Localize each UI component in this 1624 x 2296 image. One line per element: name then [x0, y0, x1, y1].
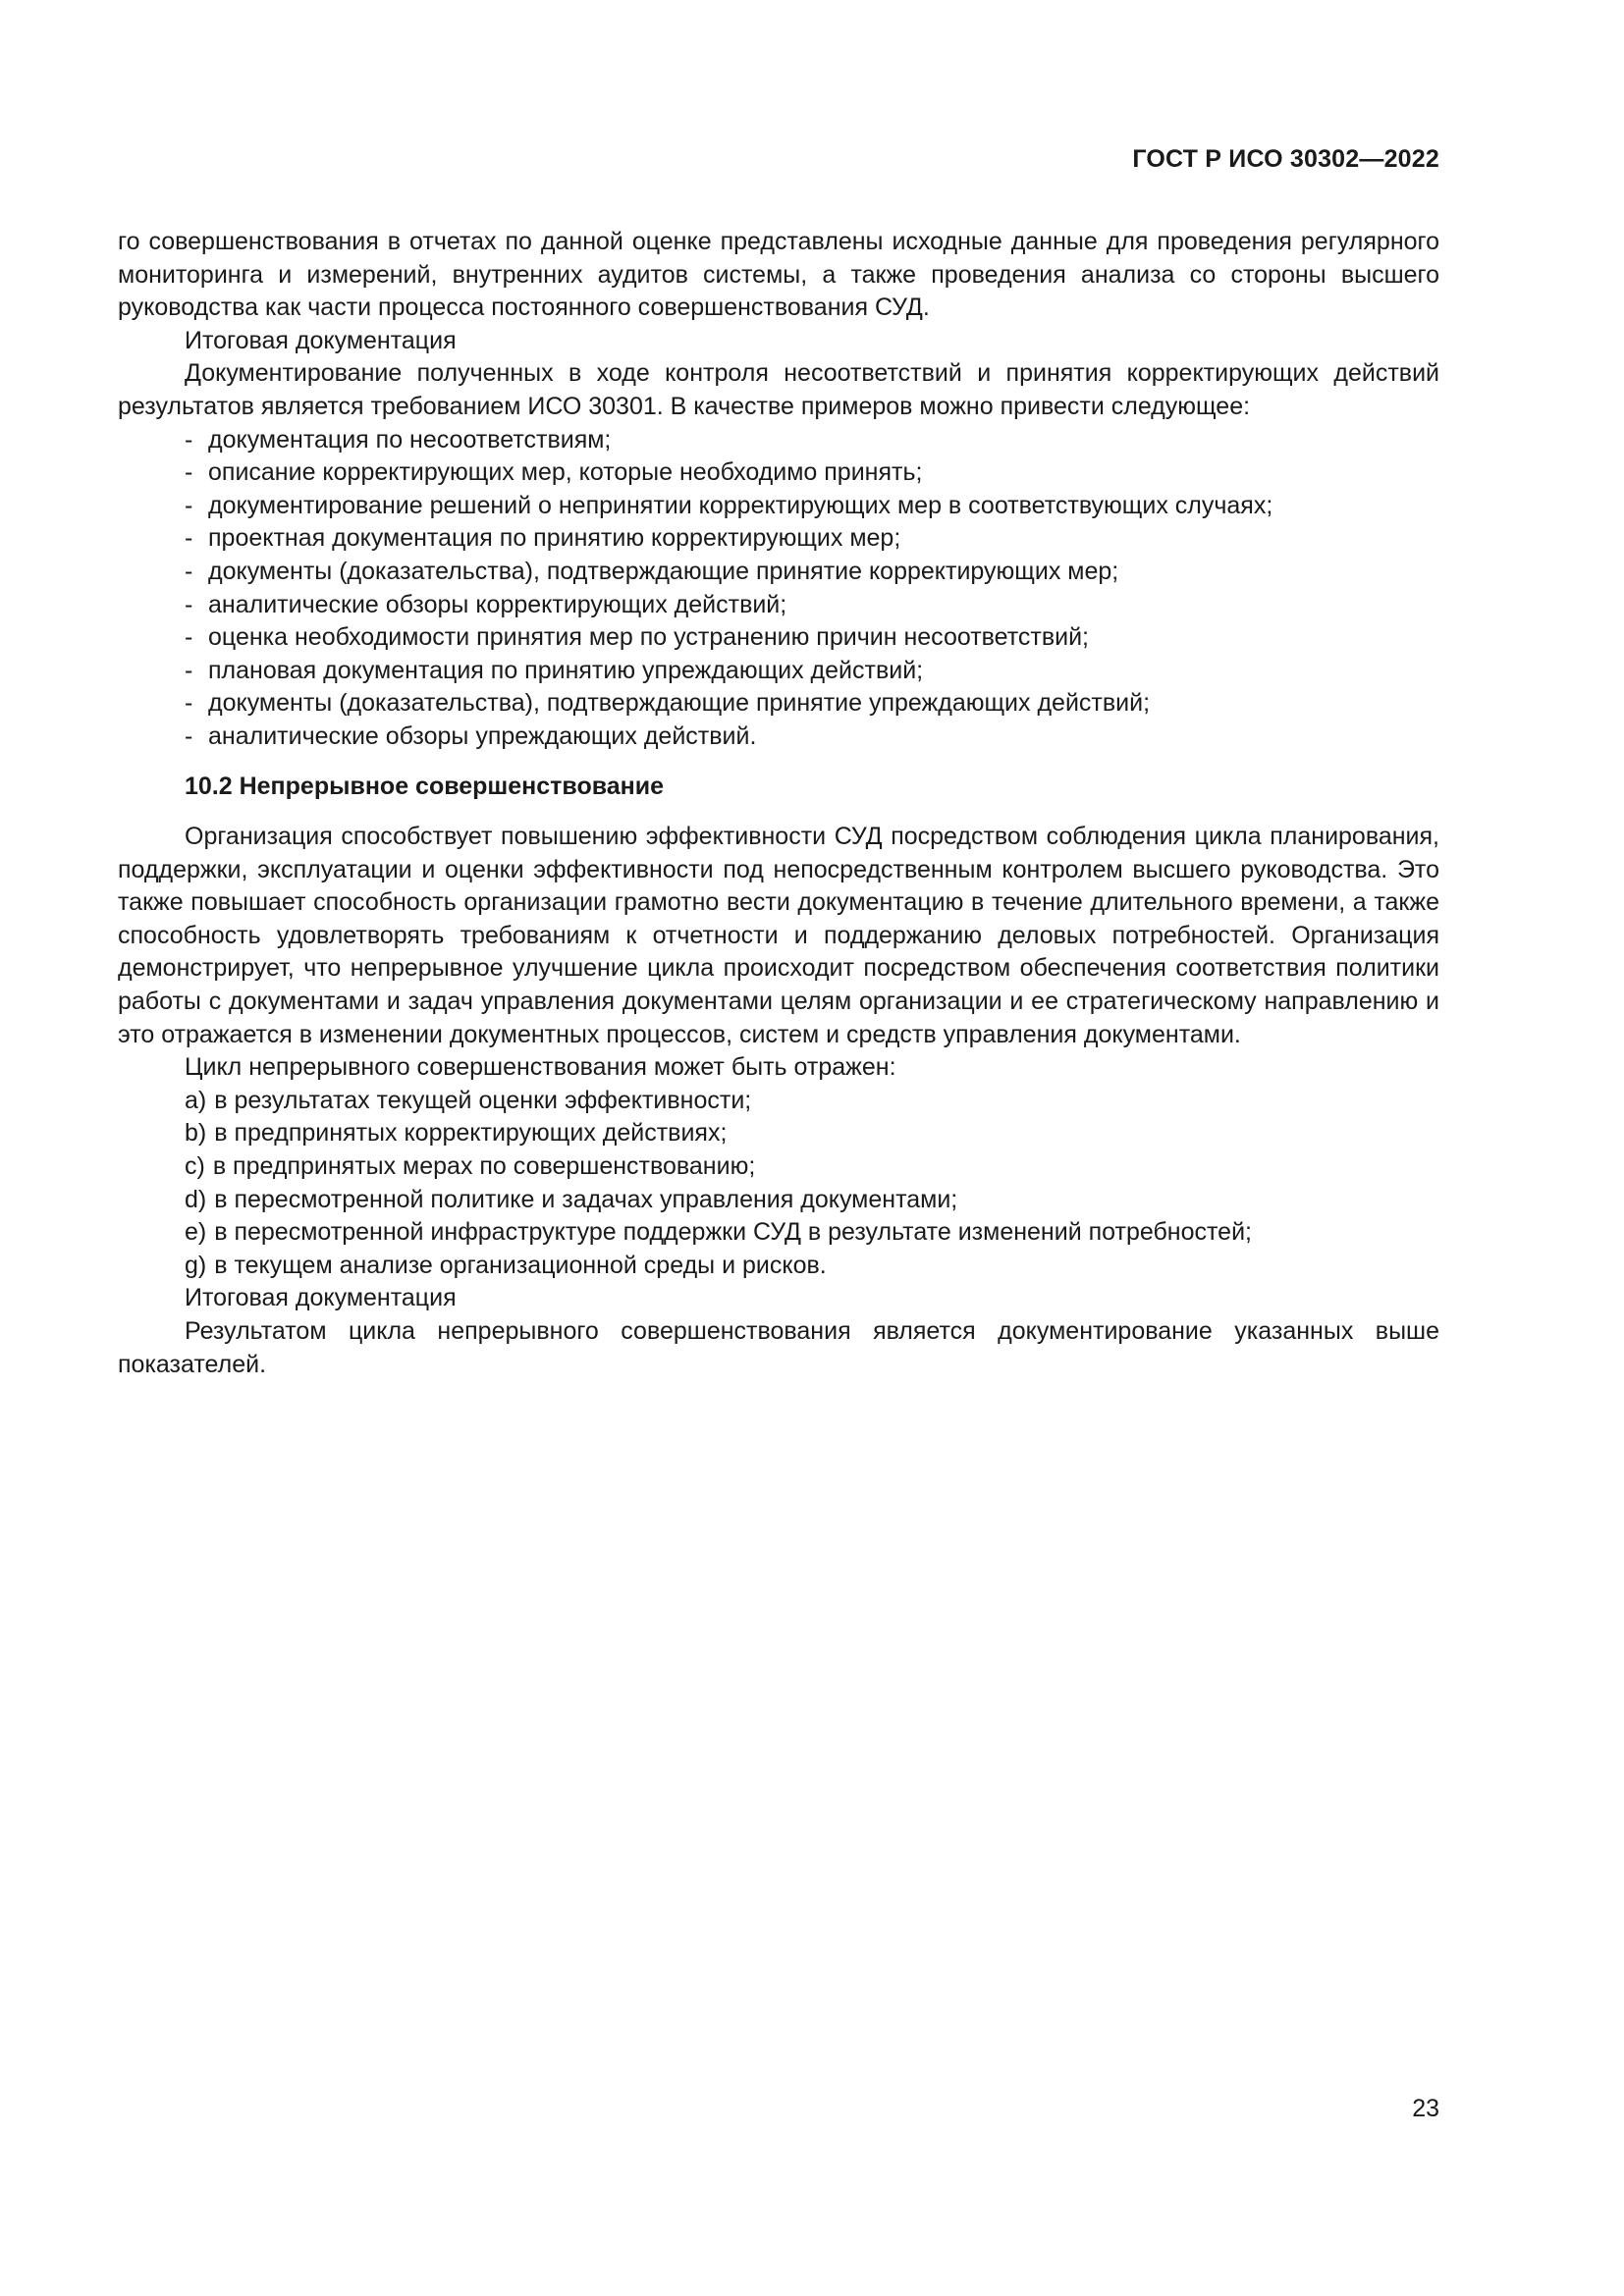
list-item [185, 721, 1439, 754]
list-item-text: в предпринятых корректирующих действиях; [214, 1119, 728, 1148]
list-item-text: документы (доказательства), подтверждающие принятие корректирующих мер; [208, 557, 1119, 585]
list-item-marker: g) [185, 1251, 207, 1279]
list-item [185, 1150, 1439, 1184]
list-item-marker: e) [185, 1218, 207, 1247]
dash-marker: - [185, 425, 193, 454]
list-item [185, 424, 1439, 457]
list-item-text: проектная документация по принятию корректирующих мер; [208, 524, 901, 553]
section-heading: 10.2 Непрерывное совершенствование [185, 772, 665, 800]
list-item-marker: b) [185, 1119, 207, 1148]
list-item-text: аналитические обзоры корректирующих действий; [208, 590, 787, 618]
list-item [185, 589, 1439, 622]
dash-marker: - [185, 524, 193, 553]
dash-marker: - [185, 656, 193, 684]
alpha-list [118, 1085, 1439, 1283]
paragraph-organization: Организация способствует повышению эффективности СУД посредством соблюдения цикла планирования, поддержки, эксплуатации и оценки эффективности под непосредственным контролем высшего руководства. Это также повышает способность организации грамотно вести документацию в течение длительного времени, а также способность удовлетворять требованиям к отчетности и поддержанию деловых потребностей. Организация демонстрирует, что непрерывное улучшение цикла происходит посредством обеспечения соответствия политики работы с документами и задач управления документами целям организации и ее стратегическому направлению и это отражается в изменении документных процессов, систем и средств управления документами. [118, 823, 1439, 1048]
dash-marker: - [185, 689, 193, 718]
list-item [185, 522, 1439, 556]
list-item-text: в текущем анализе организационной среды и рисков. [214, 1251, 827, 1279]
list-item [185, 687, 1439, 721]
dash-marker: - [185, 623, 193, 652]
list-item-text: документы (доказательства), подтверждающие принятие упреждающих действий; [208, 689, 1151, 718]
dash-marker: - [185, 458, 193, 487]
final-documentation-label-1: Итоговая документация [185, 326, 457, 354]
document-header-id: ГОСТ Р ИСО 30302—2022 [1132, 145, 1439, 173]
list-item-text: плановая документация по принятию упреждающих действий; [208, 656, 924, 684]
list-item-text: документирование решений о непринятии корректирующих мер в соответствующих случаях; [208, 491, 1273, 519]
paragraph-documenting: Документирование полученных в ходе контроля несоответствий и принятия корректирующих действий результатов является требованием ИСО 30301. В качестве примеров можно привести следующее: [118, 359, 1439, 420]
list-item [185, 621, 1439, 655]
list-item-marker: d) [185, 1185, 207, 1213]
dash-list [118, 424, 1439, 754]
list-item [185, 556, 1439, 589]
page-number: 23 [1412, 2095, 1439, 2122]
dash-marker: - [185, 590, 193, 618]
paragraph-result: Результатом цикла непрерывного совершенствования является документирование указанных выше показателей. [118, 1317, 1439, 1378]
final-documentation-label-2: Итоговая документация [185, 1284, 457, 1312]
list-item [185, 490, 1439, 523]
list-item [185, 1085, 1439, 1118]
list-item-text: в результатах текущей оценки эффективности; [214, 1086, 752, 1114]
list-item [185, 1117, 1439, 1150]
list-item [185, 1184, 1439, 1217]
paragraph-cycle-intro: Цикл непрерывного совершенствования может быть отражен: [185, 1053, 896, 1082]
list-item-text: оценка необходимости принятия мер по устранению причин несоответствий; [208, 623, 1089, 652]
list-item [185, 1216, 1439, 1250]
list-item-text: в пересмотренной политике и задачах управления документами; [214, 1185, 958, 1213]
list-item [185, 456, 1439, 490]
list-item-text: аналитические обзоры упреждающих действий. [208, 721, 757, 750]
list-item-text: описание корректирующих мер, которые необходимо принять; [208, 458, 923, 487]
dash-marker: - [185, 557, 193, 585]
dash-marker: - [185, 721, 193, 750]
list-item-marker: a) [185, 1086, 207, 1114]
list-item-text: в пересмотренной инфраструктуре поддержки СУД в результате изменений потребностей; [214, 1218, 1252, 1247]
list-item [185, 1250, 1439, 1283]
dash-marker: - [185, 491, 193, 519]
list-item-text: в предпринятых мерах по совершенствованию; [212, 1152, 756, 1181]
list-item [185, 655, 1439, 688]
list-item-marker: c) [185, 1152, 205, 1181]
list-item-text: документация по несоответствиям; [208, 425, 612, 454]
paragraph-continuation: го совершенствования в отчетах по данной оценке представлены исходные данные для проведения регулярного мониторинга и измерений, внутренних аудитов системы, а также проведения анализа со стороны высшего руководства как части процесса постоянного совершенствования СУД. [118, 228, 1439, 322]
document-body [118, 226, 1439, 1381]
